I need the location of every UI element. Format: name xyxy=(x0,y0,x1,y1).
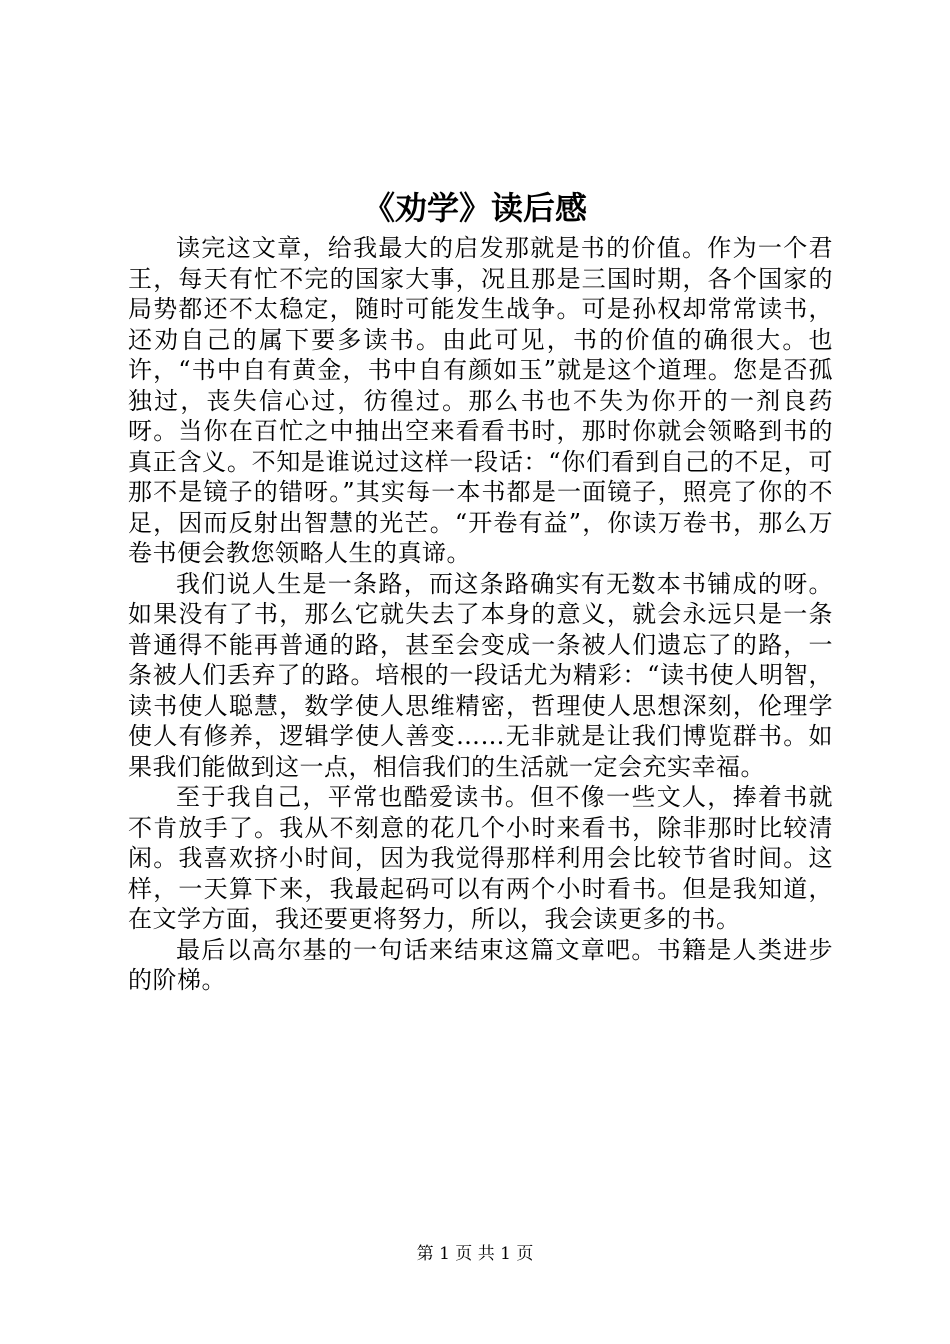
document-body xyxy=(128,233,833,996)
page-footer: 第 1 页 共 1 页 xyxy=(416,1244,534,1264)
document-title: 《劝学》读后感 xyxy=(362,189,587,227)
paragraph-3: 至于我自己，平常也酷爱读书。但不像一些文人，捧着书就不肯放手了。我从不刻意的花几个小时来看书，除非那时比较清闲。我喜欢挤小时间，因为我觉得那样利用会比较节省时间。这样，一天算下来，我最起码可以有两个小时看书。但是我知道，在文学方面，我还要更将努力，所以，我会读更多的书。 xyxy=(128,783,833,933)
paragraph-4: 最后以高尔基的一句话来结束这篇文章吧。书籍是人类进步的阶梯。 xyxy=(128,935,833,994)
paragraph-2: 我们说人生是一条路，而这条路确实有无数本书铺成的呀。如果没有了书，那么它就失去了本身的意义，就会永远只是一条普通得不能再普通的路，甚至会变成一条被人们遗忘了的路，一条被人们丢弃了的路。培根的一段话尤为精彩：“读书使人明智，读书使人聪慧，数学使人思维精密，哲理使人思想深刻，伦理学使人有修养，逻辑学使人善变……无非就是让我们博览群书。如果我们能做到这一点，相信我们的生活就一定会充实幸福。 xyxy=(128,569,833,781)
paragraph-1: 读完这文章，给我最大的启发那就是书的价值。作为一个君王，每天有忙不完的国家大事，况且那是三国时期，各个国家的局势都还不太稳定，随时可能发生战争。可是孙权却常常读书，还劝自己的属下要多读书。由此可见，书的价值的确很大。也许，“书中自有黄金，书中自有颜如玉”就是这个道理。您是否孤独过，丧失信心过，彷徨过。那么书也不失为你开的一剂良药呀。当你在百忙之中抽出空来看看书时，那时你就会领略到书的真正含义。不知是谁说过这样一段话：“你们看到自己的不足，可那不是镜子的错呀。”其实每一本书都是一面镜子，照亮了你的不足，因而反射出智慧的光芒。“开卷有益”，你读万卷书，那么万卷书便会教您领略人生的真谛。 xyxy=(128,234,833,567)
